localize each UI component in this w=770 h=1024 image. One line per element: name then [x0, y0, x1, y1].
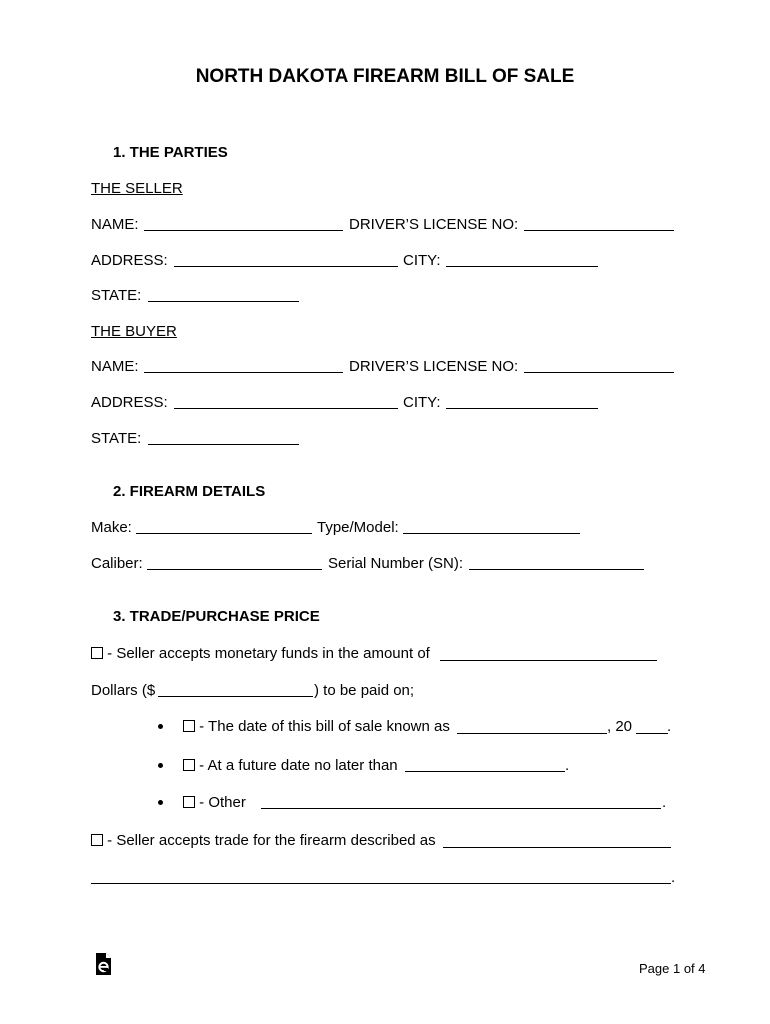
- date-option-text: - The date of this bill of sale known as: [195, 718, 450, 735]
- future-date-field[interactable]: [405, 771, 565, 772]
- buyer-name-field[interactable]: [144, 372, 343, 373]
- page-number: Page 1 of 4: [639, 961, 706, 976]
- sale-date-field[interactable]: [457, 733, 607, 734]
- document-title: NORTH DAKOTA FIREARM BILL OF SALE: [195, 66, 575, 87]
- seller-name-label: NAME:: [91, 216, 139, 233]
- seller-state-field[interactable]: [148, 301, 299, 302]
- buyer-license-field[interactable]: [524, 372, 674, 373]
- buyer-label: THE BUYER: [91, 323, 177, 340]
- other-option-checkbox[interactable]: [183, 796, 195, 808]
- type-model-label: Type/Model:: [317, 519, 399, 536]
- serial-number-label: Serial Number (SN):: [328, 555, 464, 572]
- date-option-row: [183, 719, 450, 734]
- dollars-amount-field[interactable]: [158, 696, 313, 697]
- bullet-icon: [158, 763, 163, 768]
- future-option-text: - At a future date no later than: [195, 757, 398, 774]
- trade-description-field[interactable]: [443, 847, 671, 848]
- seller-address-field[interactable]: [174, 266, 398, 267]
- section-price-heading: 3. TRADE/PURCHASE PRICE: [113, 608, 320, 625]
- trade-period: .: [671, 869, 676, 886]
- future-option-row: [183, 758, 398, 773]
- buyer-city-field[interactable]: [446, 408, 598, 409]
- seller-label: THE SELLER: [91, 180, 183, 197]
- section-parties-heading: 1. THE PARTIES: [113, 144, 228, 161]
- trade-option-text: - Seller accepts trade for the firearm described as: [103, 832, 436, 849]
- monetary-checkbox[interactable]: [91, 647, 103, 659]
- future-period: .: [565, 757, 570, 774]
- dollars-prefix: Dollars ($: [91, 682, 156, 699]
- seller-address-label: ADDRESS:: [91, 252, 168, 269]
- buyer-state-label: STATE:: [91, 430, 142, 447]
- serial-number-field[interactable]: [469, 569, 644, 570]
- buyer-address-field[interactable]: [174, 408, 398, 409]
- make-field[interactable]: [136, 533, 312, 534]
- bullet-icon: [158, 724, 163, 729]
- section-firearm-heading: 2. FIREARM DETAILS: [113, 483, 266, 500]
- other-terms-field[interactable]: [261, 808, 661, 809]
- monetary-option-row: [91, 646, 430, 661]
- buyer-address-label: ADDRESS:: [91, 394, 168, 411]
- seller-license-label: DRIVER’S LICENSE NO:: [349, 216, 519, 233]
- make-label: Make:: [91, 519, 132, 536]
- other-option-row: [183, 795, 246, 810]
- type-model-field[interactable]: [403, 533, 580, 534]
- date-period: .: [667, 718, 672, 735]
- sale-year-field[interactable]: [636, 733, 668, 734]
- seller-state-label: STATE:: [91, 287, 142, 304]
- trade-description-continued-field[interactable]: [91, 883, 671, 884]
- buyer-city-label: CITY:: [403, 394, 441, 411]
- dollars-suffix: ) to be paid on;: [314, 682, 415, 699]
- other-period: .: [662, 794, 667, 811]
- trade-option-row: [91, 833, 436, 848]
- future-option-checkbox[interactable]: [183, 759, 195, 771]
- seller-city-field[interactable]: [446, 266, 598, 267]
- buyer-license-label: DRIVER’S LICENSE NO:: [349, 358, 519, 375]
- caliber-label: Caliber:: [91, 555, 143, 572]
- seller-name-field[interactable]: [144, 230, 343, 231]
- caliber-field[interactable]: [147, 569, 322, 570]
- trade-checkbox[interactable]: [91, 834, 103, 846]
- seller-city-label: CITY:: [403, 252, 441, 269]
- buyer-name-label: NAME:: [91, 358, 139, 375]
- eforms-logo-icon: [94, 952, 112, 976]
- year-prefix: , 20: [607, 718, 633, 735]
- bullet-icon: [158, 800, 163, 805]
- date-option-checkbox[interactable]: [183, 720, 195, 732]
- buyer-state-field[interactable]: [148, 444, 299, 445]
- monetary-option-text: - Seller accepts monetary funds in the amount of: [103, 645, 430, 662]
- monetary-amount-field[interactable]: [440, 660, 657, 661]
- seller-license-field[interactable]: [524, 230, 674, 231]
- other-option-text: - Other: [195, 794, 246, 811]
